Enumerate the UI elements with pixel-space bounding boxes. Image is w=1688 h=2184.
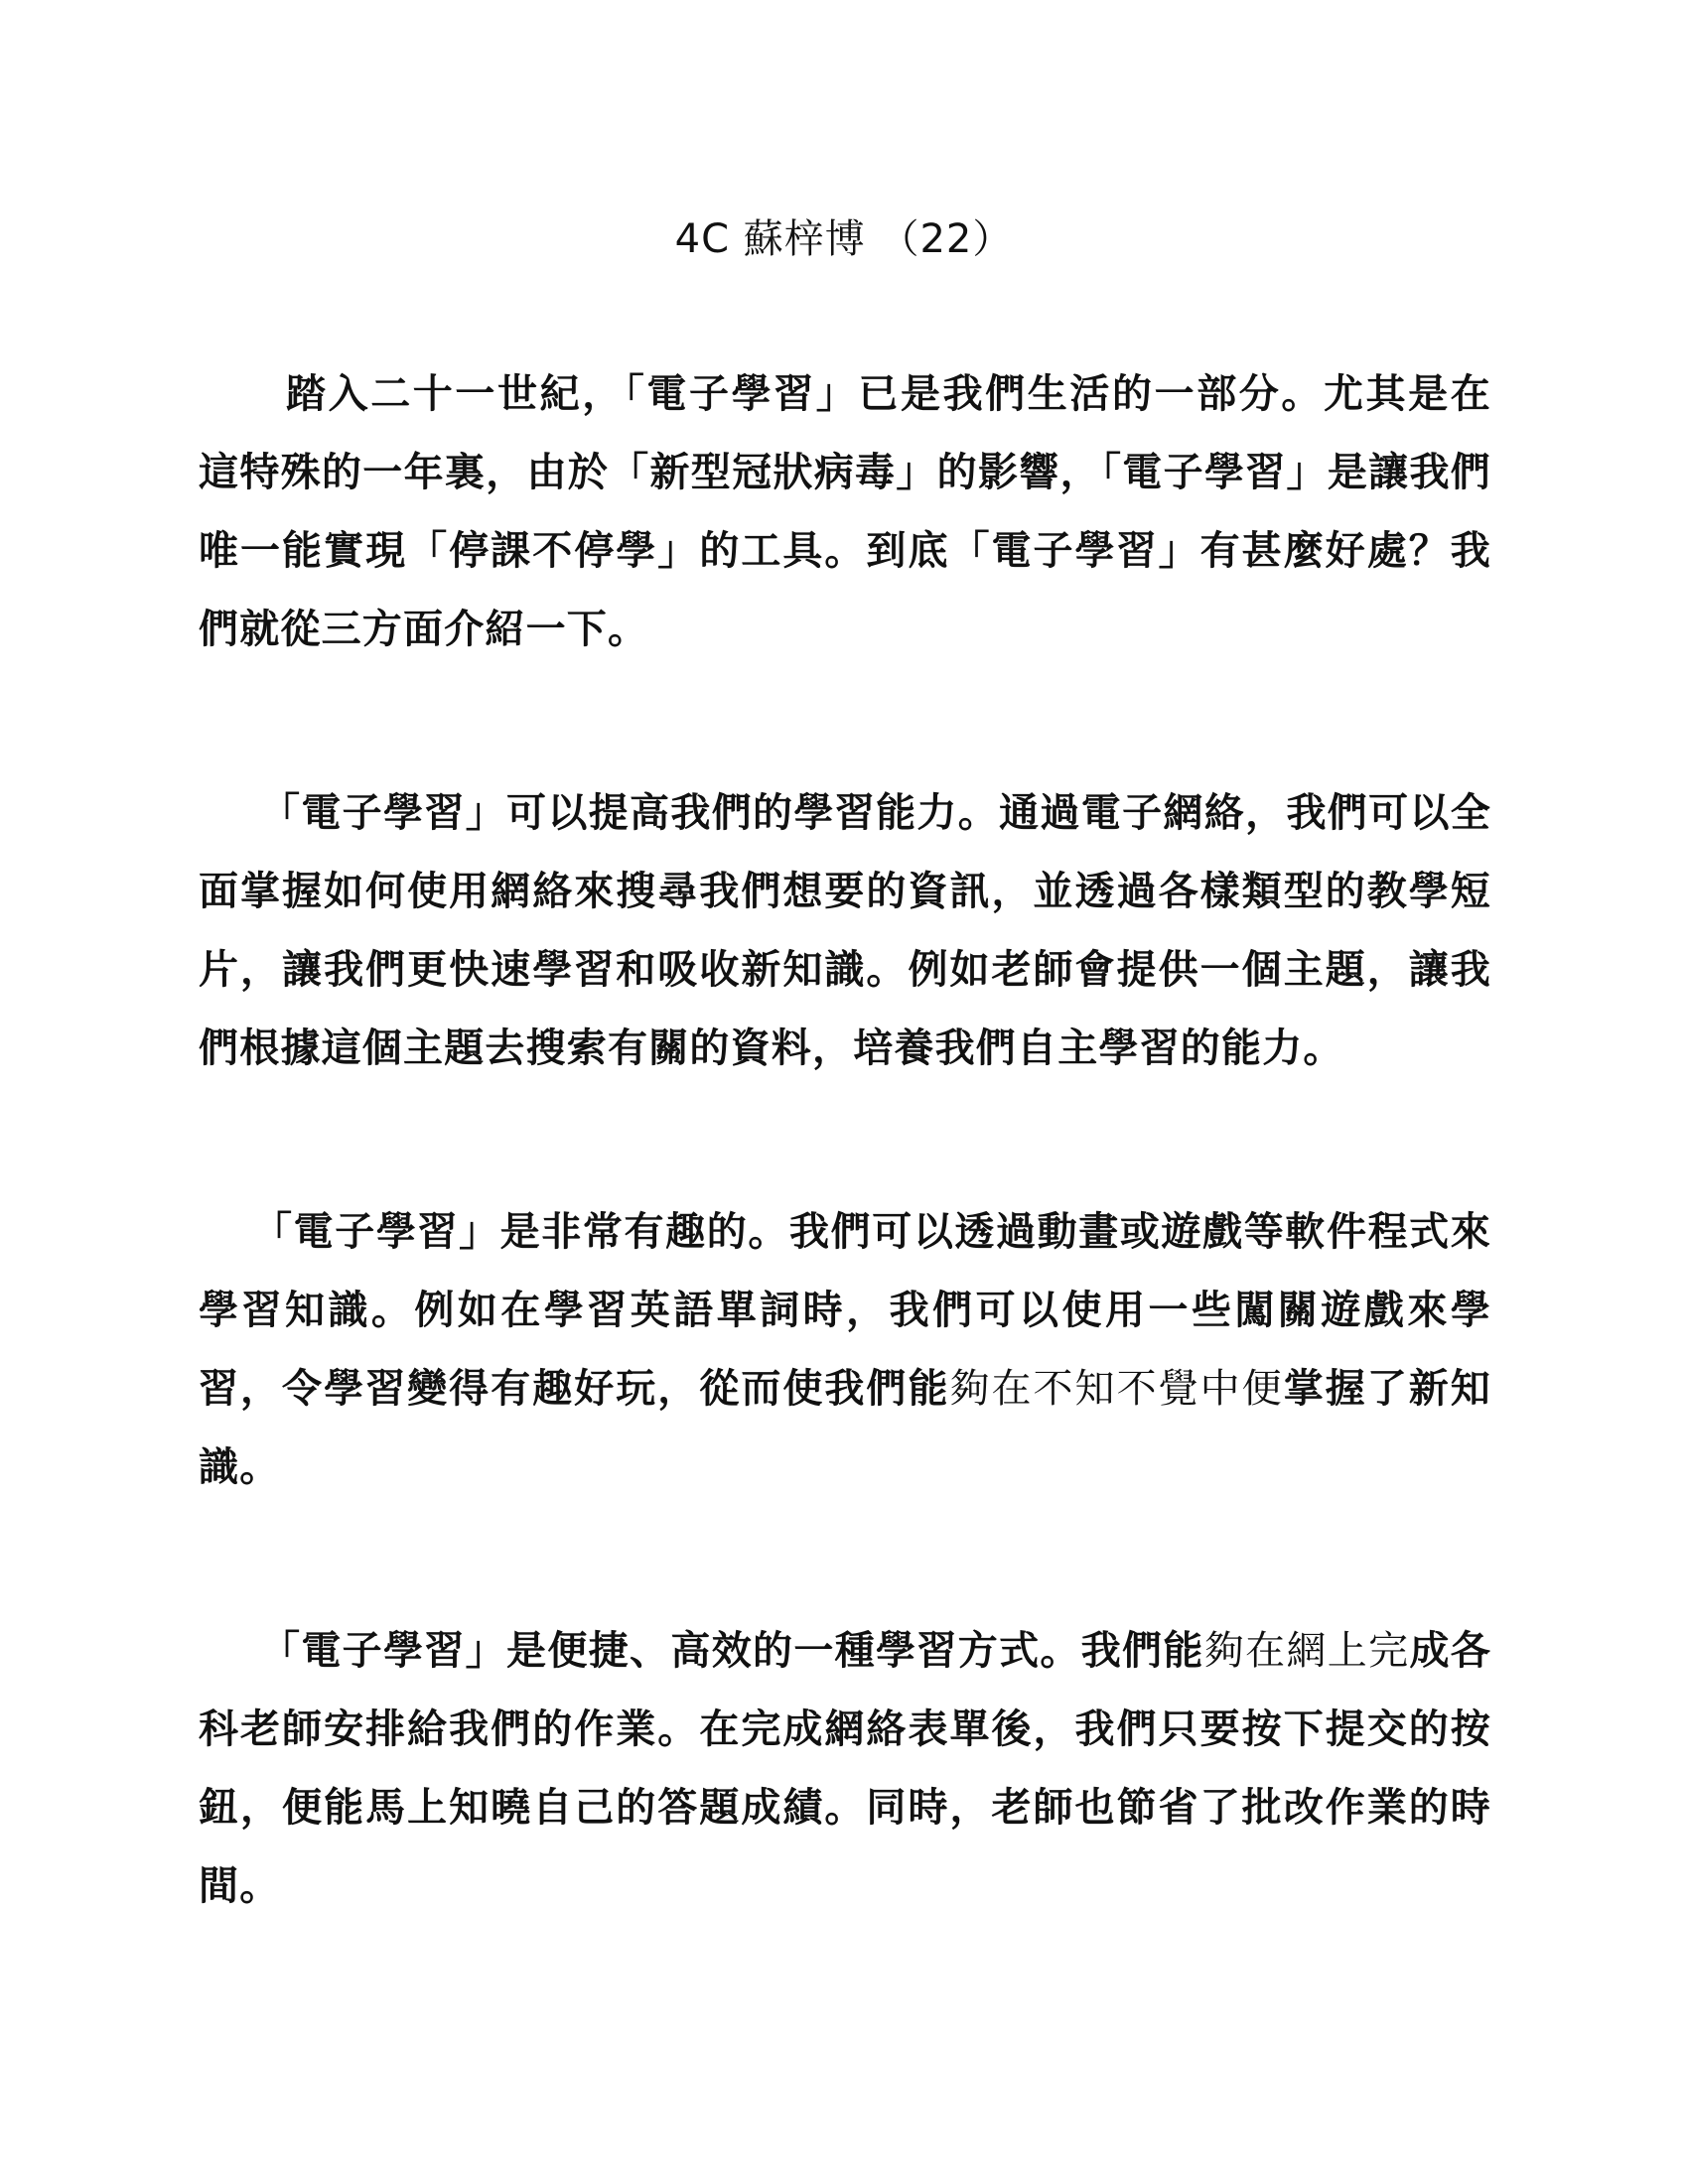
- paragraph-learning-ability: 「電子學習」可以提高我們的學習能力。通過電子網絡，我們可以全面掌握如何使用網絡來搜尋我們想要的資訊，並透過各樣類型的教學短片，讓我們更快速學習和吸收新知識。例如老師會提供一個主題，讓我們根據這個主題去搜索有關的資料，培養我們自主學習的能力。: [199, 790, 1491, 1071]
- paragraph-efficient-text-light: 夠在網上完: [1203, 1628, 1410, 1674]
- paragraph-intro: 踏入二十一世紀，「電子學習」已是我們生活的一部分。尤其是在這特殊的一年裏，由於「新型冠狀病毒」的影響，「電子學習」是讓我們唯一能實現「停課不停學」的工具。到底「電子學習」有甚麼好處？我們就從三方面介紹一下。: [199, 371, 1491, 652]
- paragraph-efficient-text-bold-end: 成各科老師安排給我們的作業。在完成網絡表單後，我們只要按下提交的按鈕，便能馬上知曉自己的答題成績。同時，老師也節省了批改作業的時間。: [199, 1628, 1491, 1909]
- paragraph-fun-text-bold-end: 掌握了新知識。: [199, 1366, 1491, 1490]
- paragraph-efficient-learning: [199, 1612, 1491, 1926]
- paragraph-fun-learning: [199, 1193, 1491, 1507]
- paragraph-efficient-text-bold-start: 「電子學習」是便捷、高效的一種學習方式。我們能: [260, 1628, 1204, 1674]
- paragraph-fun-text-bold-start: 「電子學習」是非常有趣的。我們可以透過動畫或遊戲等軟件程式來學習知識。例如在學習英語單詞時，我們可以使用一些闖關遊戲來學習，令學習變得有趣好玩，從而使我們能: [199, 1209, 1491, 1412]
- document-body: [199, 355, 1491, 2031]
- paragraph-fun-text-light: 夠在不知不覺中便: [949, 1366, 1284, 1412]
- document-title: 4C 蘇梓博 （22）: [674, 216, 1014, 262]
